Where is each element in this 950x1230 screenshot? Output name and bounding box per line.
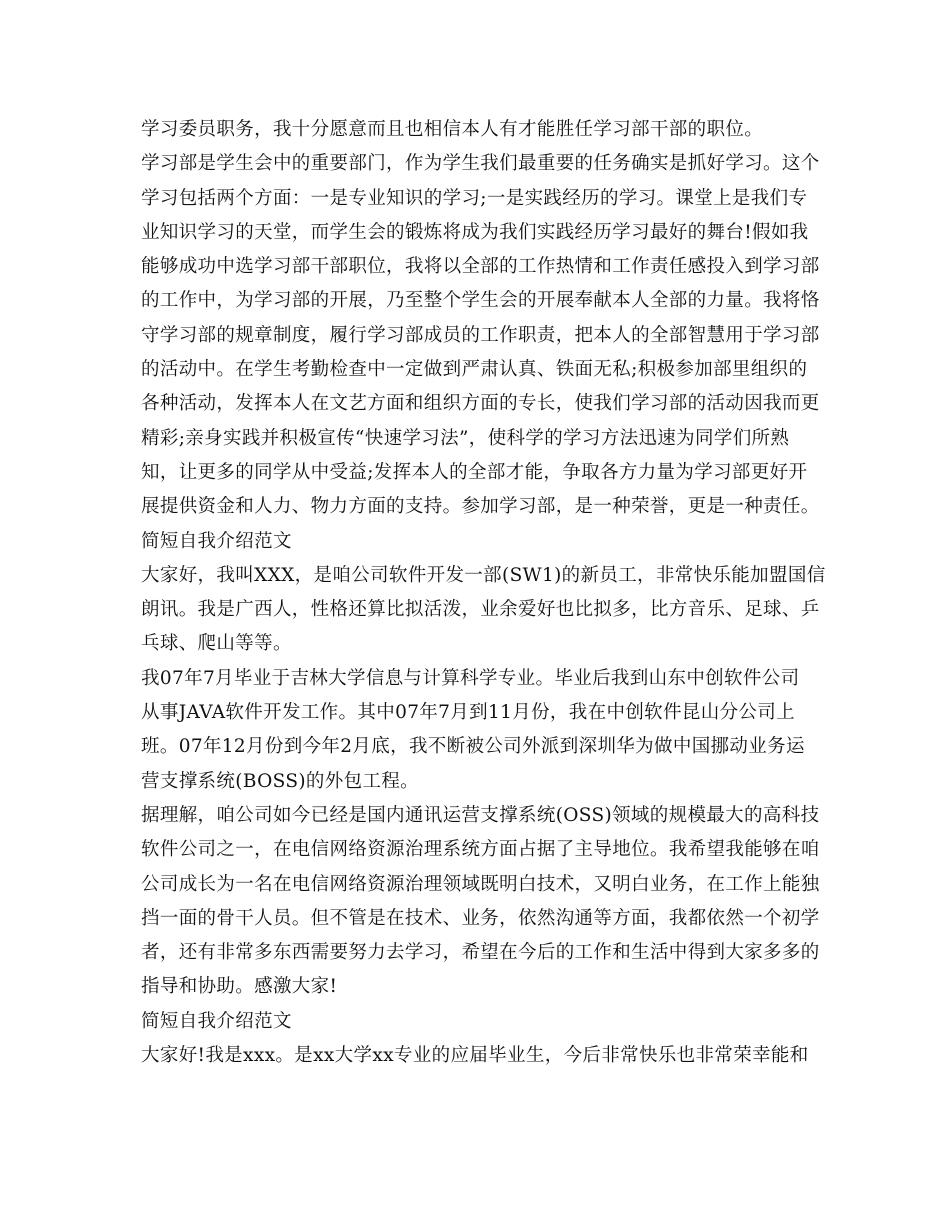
document-body [141,113,826,1073]
text-line: 软件公司之一，在电信网络资源治理系统方面占据了主导地位。我希望我能够在咱 [141,839,820,861]
text-line: 指导和协助。感激大家! [141,976,338,998]
text-line: 的活动中。在学生考勤检查中一定做到严肃认真、铁面无私;积极参加部里组织的 [141,359,808,381]
text-line: 学习委员职务，我十分愿意而且也相信本人有才能胜任学习部干部的职位。 [141,119,764,140]
text-line: 学习包括两个方面：一是专业知识的学习;一是实践经历的学习。课堂上是我们专 [141,187,808,209]
text-line: 业知识学习的天堂，而学生会的锻炼将成为我们实践经历学习最好的舞台!假如我 [141,221,809,243]
text-line: 公司成长为一名在电信网络资源治理领域既明白技术，又明白业务，在工作上能独 [141,873,820,895]
section-heading: 简短自我介绍范文 [141,1010,292,1032]
text-line: 守学习部的规章制度，履行学习部成员的工作职责，把本人的全部智慧用于学习部 [141,324,820,346]
text-line: 营支撑系统(BOSS)的外包工程。 [141,770,420,792]
text-line: 大家好!我是xxx。是xx大学xx专业的应届毕业生，今后非常快乐也非常荣幸能和 [141,1045,809,1067]
text-line: 学习部是学生会中的重要部门，作为学生我们最重要的任务确实是抓好学习。这个 [141,153,820,175]
section-heading: 简短自我介绍范文 [141,530,292,552]
text-line: 能够成功中选学习部干部职位，我将以全部的工作热情和工作责任感投入到学习部 [141,256,820,278]
text-line: 朗讯。我是广西人，性格还算比拟活泼，业余爱好也比拟多，比方音乐、足球、乒 [141,599,820,621]
text-line: 展提供资金和人力、物力方面的支持。参加学习部，是一种荣誉，更是一种责任。 [141,496,820,518]
text-line: 我07年7月毕业于吉林大学信息与计算科学专业。毕业后我到山东中创软件公司 [141,667,800,689]
text-line: 据理解，咱公司如今已经是国内通讯运营支撑系统(OSS)领域的规模最大的高科技 [141,804,820,826]
text-line: 乓球、爬山等等。 [141,633,292,655]
text-line: 各种活动，发挥本人在文艺方面和组织方面的专长，使我们学习部的活动因我而更 [141,393,820,415]
text-line: 的工作中，为学习部的开展，乃至整个学生会的开展奉献本人全部的力量。我将恪 [141,290,820,312]
text-line: 精彩;亲身实践并积极宣传“快速学习法”，使科学的学习方法迅速为同学们所熟 [141,427,790,449]
text-line: 知，让更多的同学从中受益;发挥本人的全部才能，争取各方力量为学习部更好开 [141,461,808,483]
text-line: 从事JAVA软件开发工作。其中07年7月到11月份，我在中创软件昆山分公司上 [141,702,795,724]
text-line: 班。07年12月份到今年2月底，我不断被公司外派到深圳华为做中国挪动业务运 [141,736,805,758]
text-line: 大家好，我叫XXX，是咱公司软件开发一部(SW1)的新员工，非常快乐能加盟国信 [141,564,826,586]
text-line: 者，还有非常多东西需要努力去学习，希望在今后的工作和生活中得到大家多多的 [141,942,820,964]
text-line: 挡一面的骨干人员。但不管是在技术、业务，依然沟通等方面，我都依然一个初学 [141,907,820,929]
